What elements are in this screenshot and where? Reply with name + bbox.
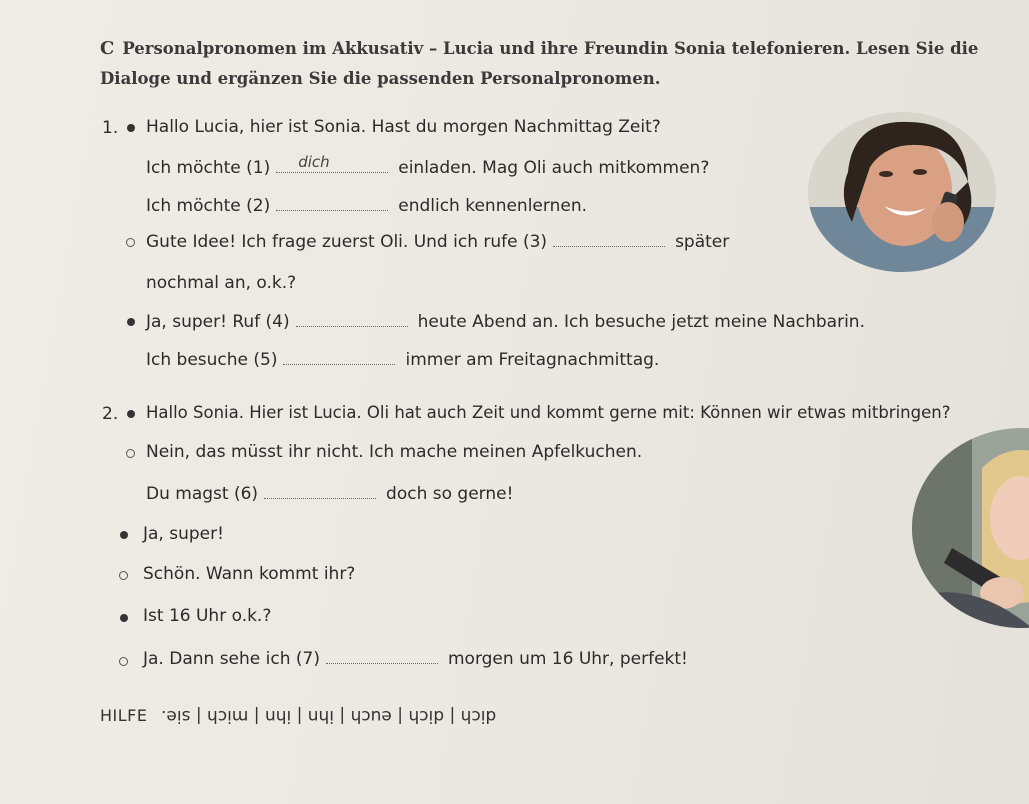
blank-6-field[interactable] bbox=[264, 483, 376, 499]
hilfe-label: HILFE bbox=[100, 706, 148, 725]
dialog2-line6: Ist 16 Uhr o.k.? bbox=[143, 606, 272, 626]
dialog2-line7b: morgen um 16 Uhr, perfekt! bbox=[447, 649, 688, 669]
exercise-letter: C bbox=[100, 38, 115, 59]
bullet-filled-icon bbox=[120, 614, 128, 622]
dialog1-line4b: später bbox=[675, 232, 730, 252]
bullet-open-icon bbox=[126, 238, 135, 247]
dialog1-number: 1. bbox=[102, 118, 119, 138]
bullet-filled-icon bbox=[127, 410, 135, 418]
dialog1-line2 bbox=[146, 153, 710, 178]
exercise-title-line2: Dialoge und ergänzen Sie die passenden Personalpronomen. bbox=[100, 69, 661, 88]
blank-1-answer: dich bbox=[298, 153, 330, 171]
dialog2-line7a: Ja. Dann sehe ich (7) bbox=[143, 649, 320, 669]
sonia-photo bbox=[808, 112, 996, 272]
blank-7-field[interactable] bbox=[326, 648, 438, 664]
exercise-title-line1: Personalpronomen im Akkusativ – Lucia und ihre Freundin Sonia telefonieren. Lesen Sie die bbox=[122, 39, 979, 58]
dialog1-line2b: einladen. Mag Oli auch mitkommen? bbox=[398, 158, 710, 178]
dialog2-line3a: Du magst (6) bbox=[146, 484, 259, 504]
dialog2-line3b: doch so gerne! bbox=[386, 484, 514, 504]
bullet-open-icon bbox=[119, 571, 128, 580]
dialog1-line7b: immer am Freitagnachmittag. bbox=[405, 350, 660, 370]
dialog1-line6b: heute Abend an. Ich besuche jetzt meine Nachbarin. bbox=[417, 312, 865, 332]
blank-5-field[interactable] bbox=[283, 349, 395, 365]
dialog1-line4 bbox=[146, 231, 729, 252]
bullet-filled-icon bbox=[120, 531, 128, 539]
blank-3-field[interactable] bbox=[553, 231, 665, 247]
dialog1-line3b: endlich kennenlernen. bbox=[398, 196, 587, 216]
dialog1-line3 bbox=[146, 195, 587, 216]
exercise-header bbox=[100, 34, 1029, 94]
dialog1-line6 bbox=[146, 311, 865, 332]
dialog2-line1: Hallo Sonia. Hier ist Lucia. Oli hat auch Zeit und kommt gerne mit: Können wir etwas mitbringen? bbox=[146, 403, 951, 422]
dialog1-line6a: Ja, super! Ruf (4) bbox=[146, 312, 290, 332]
dialog1-line4a: Gute Idee! Ich frage zuerst Oli. Und ich rufe (3) bbox=[146, 232, 548, 252]
dialog2-line2: Nein, das müsst ihr nicht. Ich mache meinen Apfelkuchen. bbox=[146, 442, 643, 462]
dialog1-line2a: Ich möchte (1) bbox=[146, 158, 271, 178]
dialog2-number: 2. bbox=[102, 404, 119, 424]
dialog1-line7a: Ich besuche (5) bbox=[146, 350, 278, 370]
dialog2-line5: Schön. Wann kommt ihr? bbox=[143, 564, 356, 584]
bullet-filled-icon bbox=[127, 124, 135, 132]
blank-4-field[interactable] bbox=[296, 311, 408, 327]
bullet-open-icon bbox=[119, 657, 128, 666]
dialog2-line3 bbox=[146, 483, 513, 504]
dialog1-line5: nochmal an, o.k.? bbox=[146, 273, 297, 293]
dialog2-line7 bbox=[143, 648, 688, 669]
blank-1-field[interactable] bbox=[276, 153, 388, 173]
hilfe-box bbox=[100, 706, 497, 726]
bullet-filled-icon bbox=[127, 318, 135, 326]
hilfe-words-upside-down: dich | dich | euch | ihn | ihn | mich | sie. bbox=[161, 706, 497, 726]
blank-2-field[interactable] bbox=[276, 195, 388, 211]
dialog1-line1: Hallo Lucia, hier ist Sonia. Hast du morgen Nachmittag Zeit? bbox=[146, 117, 661, 137]
bullet-open-icon bbox=[126, 449, 135, 458]
dialog1-line3a: Ich möchte (2) bbox=[146, 196, 271, 216]
dialog1-line7 bbox=[146, 349, 659, 370]
dialog2-line4: Ja, super! bbox=[143, 524, 224, 544]
lucia-photo bbox=[912, 428, 1029, 628]
